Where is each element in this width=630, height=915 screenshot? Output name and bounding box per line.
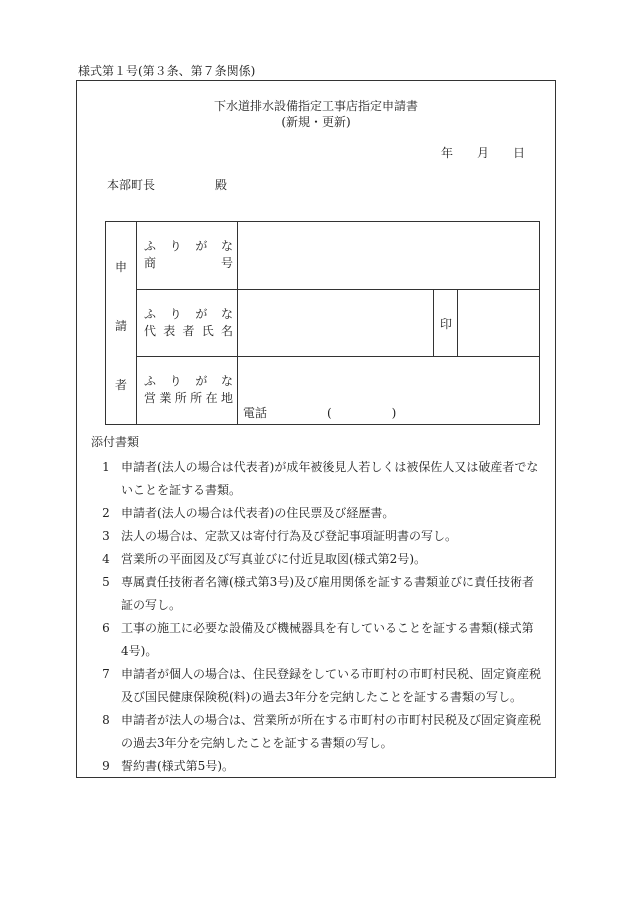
furigana-row <box>144 306 233 323</box>
applicant-table <box>105 221 540 425</box>
attachment-number: 4 <box>102 552 110 566</box>
office-address-input[interactable] <box>238 357 539 401</box>
seal-input[interactable] <box>458 290 539 356</box>
attachment-item <box>91 571 541 617</box>
furigana-char: が <box>195 307 208 321</box>
furigana-char: ふ <box>144 307 157 321</box>
label-char: 業 <box>159 391 172 405</box>
seal-mark: 印 <box>439 317 452 331</box>
attachment-text: 専属責任技術者名簿(様式第3号)及び雇用関係を証する書類並びに責任技術者証の写し。 <box>121 575 535 612</box>
attachment-text: 申請者が個人の場合は、住民登録をしている市町村の市町村民税、固定資産税及び国民健康保険税(料)の過去3年分を完納したことを証する書類の写し。 <box>121 667 542 704</box>
furigana-char: が <box>195 239 208 253</box>
label-char: 氏 <box>201 324 214 338</box>
label-row <box>144 390 233 407</box>
attachment-number: 3 <box>102 529 110 543</box>
trade-name-input[interactable] <box>238 222 539 289</box>
furigana-char: な <box>220 374 233 388</box>
office-address-label <box>136 373 237 407</box>
form-title: 下水道排水設備指定工事店指定申請書 <box>213 99 418 113</box>
attachment-number: 5 <box>102 575 110 589</box>
label-char: 代 <box>144 324 157 338</box>
label-char: 表 <box>163 324 176 338</box>
label-char: 商 <box>144 256 157 270</box>
attachments-list <box>91 456 541 778</box>
attachment-item <box>91 548 541 571</box>
furigana-char: な <box>220 239 233 253</box>
applicant-side-char: 者 <box>114 378 127 392</box>
attachment-number: 1 <box>102 460 110 474</box>
furigana-char: り <box>169 374 182 388</box>
furigana-row <box>144 238 233 255</box>
representative-name-input[interactable] <box>238 290 433 356</box>
label-char: 地 <box>220 391 233 405</box>
representative-label <box>136 306 237 340</box>
attachment-text: 法人の場合は、定款又は寄付行為及び登記事項証明書の写し。 <box>121 529 458 543</box>
addressee: 本部町長 殿 <box>107 178 228 192</box>
attachment-item <box>91 617 541 663</box>
label-char: 名 <box>220 324 233 338</box>
label-char: 在 <box>205 391 218 405</box>
attachment-item <box>91 456 541 502</box>
seal-divider-left <box>433 289 434 356</box>
furigana-row <box>144 373 233 390</box>
label-row <box>144 323 233 340</box>
form-frame <box>76 80 556 778</box>
attachment-text: 営業所の平面図及び写真並びに付近見取図(様式第2号)。 <box>121 552 427 566</box>
attachment-number: 6 <box>102 621 110 635</box>
applicant-side-char: 申 <box>114 260 127 274</box>
applicant-side-char: 請 <box>114 319 127 333</box>
attachment-number: 7 <box>102 667 110 681</box>
attachment-text: 工事の施工に必要な設備及び機械器具を有していることを証する書類(様式第4号)。 <box>121 621 534 658</box>
furigana-char: な <box>220 307 233 321</box>
form-subtitle: (新規・更新) <box>281 115 351 129</box>
label-char: 所 <box>174 391 187 405</box>
attachment-item <box>91 709 541 755</box>
furigana-char: り <box>169 239 182 253</box>
furigana-char: ふ <box>144 374 157 388</box>
furigana-char: り <box>169 307 182 321</box>
attachment-item <box>91 525 541 548</box>
trade-name-label <box>136 238 237 272</box>
label-char: 号 <box>220 256 233 270</box>
attachments-heading: 添付書類 <box>91 435 140 449</box>
attachment-text: 申請者(法人の場合は代表者)が成年被後見人若しくは被保佐人又は破産者でないことを証する書類。 <box>121 460 539 497</box>
form-number: 様式第１号(第３条、第７条関係) <box>78 64 256 78</box>
attachment-number: 2 <box>102 506 110 520</box>
attachment-item <box>91 663 541 709</box>
label-char: 者 <box>182 324 195 338</box>
date-line[interactable]: 年 月 日 <box>440 146 525 160</box>
label-char: 所 <box>190 391 203 405</box>
label-row <box>144 255 233 272</box>
telephone-line[interactable]: 電話 ( ) <box>243 406 397 420</box>
attachment-text: 誓約書(様式第5号)。 <box>121 759 234 773</box>
furigana-char: が <box>195 374 208 388</box>
attachment-item <box>91 755 541 778</box>
furigana-char: ふ <box>144 239 157 253</box>
attachment-number: 8 <box>102 713 110 727</box>
attachment-text: 申請者が法人の場合は、営業所が所在する市町村の市町村民税及び固定資産税の過去3年分を完納したことを証する書類の写し。 <box>121 713 542 750</box>
label-char: 営 <box>144 391 157 405</box>
attachment-number: 9 <box>102 759 110 773</box>
attachment-item <box>91 502 541 525</box>
attachment-text: 申請者(法人の場合は代表者)の住民票及び経歴書。 <box>121 506 395 520</box>
